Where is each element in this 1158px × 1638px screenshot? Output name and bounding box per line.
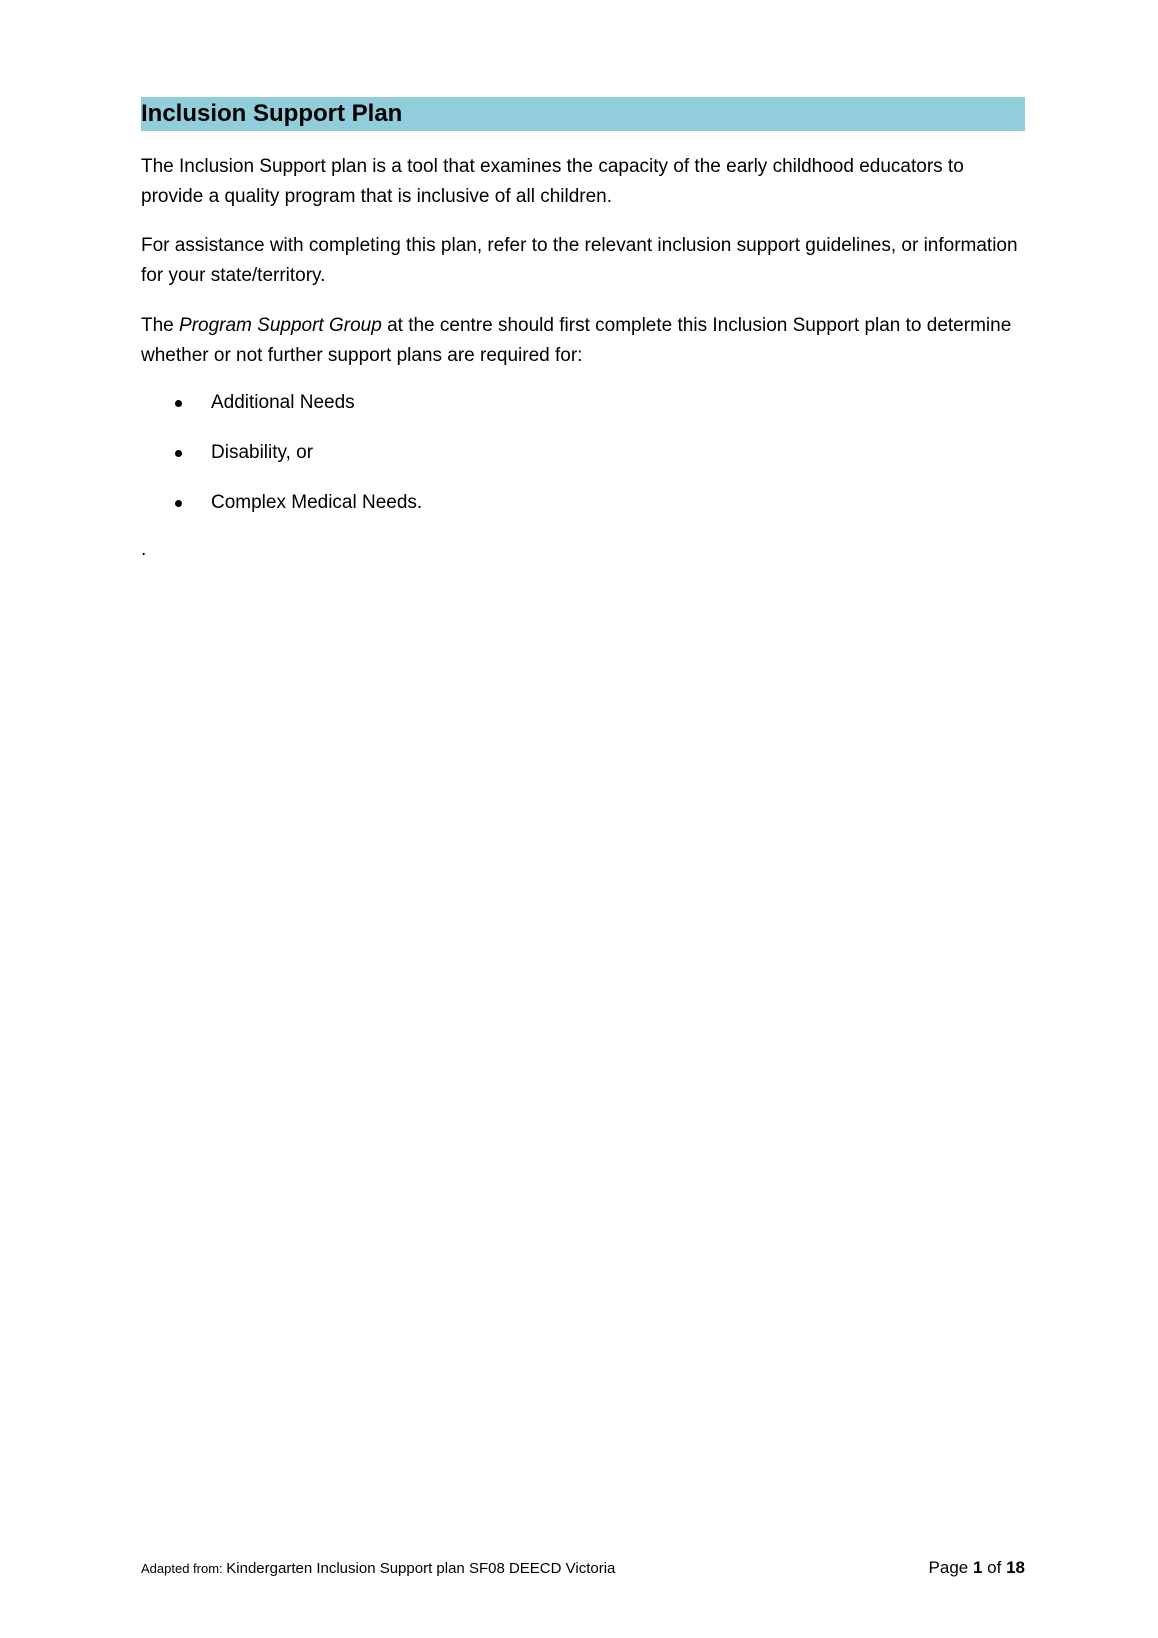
page-number [929,1556,1025,1580]
intro-paragraph: The Inclusion Support plan is a tool that examines the capacity of the early childhood educators to provide a quality program that is inclusive of all children. [141,156,964,207]
list-item-label: Disability, or [211,442,314,463]
required-plans-list [141,388,1025,518]
page-title: Inclusion Support Plan [141,97,1025,131]
footer-source-title: Kindergarten Inclusion Support plan SF08 DEECD Victoria [226,1560,616,1577]
psg-italic-term: Program Support Group [179,315,382,336]
page-total: 18 [1006,1558,1025,1577]
trailing-mark: . [141,539,147,560]
footer-source [141,1561,615,1577]
list-item-label: Additional Needs [211,392,355,413]
list-item-label: Complex Medical Needs. [211,492,423,513]
psg-suffix: at the centre should first complete this Inclusion Support plan to determine whether or not further support plans are required for: [141,315,1012,366]
page-current: 1 [972,1558,983,1577]
page-of-label: of [982,1558,1007,1577]
list-item [141,388,1025,418]
bullet-icon [175,400,182,407]
footer-adapted-label: Adapted from: [141,1561,227,1576]
list-item [141,488,1025,518]
page-footer [141,1556,1025,1582]
bullet-icon [175,450,182,457]
page-label: Page [928,1558,973,1577]
assistance-paragraph: For assistance with completing this plan, refer to the relevant inclusion support guidelines, or information for your state/territory. [141,235,1018,286]
psg-prefix: The [141,315,180,336]
program-support-paragraph [141,311,1025,371]
bullet-icon [175,500,182,507]
page-content [141,97,1025,565]
list-item [141,438,1025,468]
